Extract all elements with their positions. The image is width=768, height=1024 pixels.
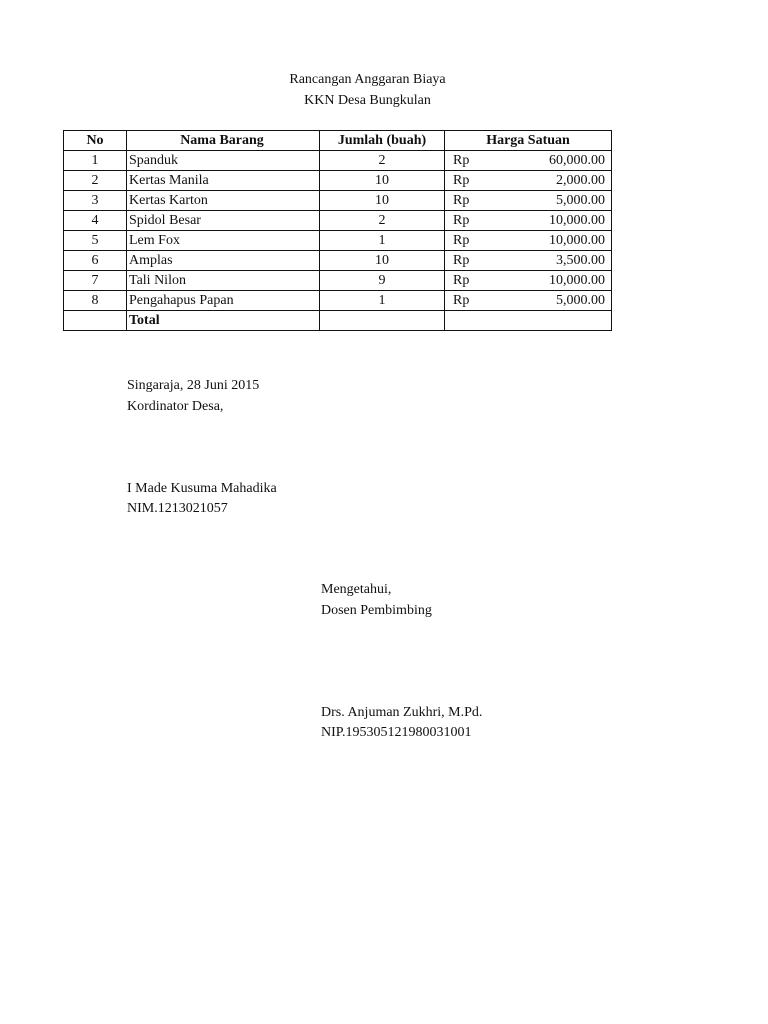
row-qty: 10 <box>320 251 445 271</box>
row-price: 5,000.00 <box>556 193 605 208</box>
row-currency: Rp <box>453 153 470 168</box>
row-price: 10,000.00 <box>549 213 605 228</box>
table-row <box>64 211 612 231</box>
row-no: 3 <box>64 191 127 211</box>
row-price-cell <box>445 171 612 191</box>
row-price-cell <box>445 271 612 291</box>
row-price-cell <box>445 151 612 171</box>
signature-right-ack: Mengetahui, <box>321 582 392 597</box>
header-no: No <box>64 131 127 151</box>
table-header-row <box>64 131 612 151</box>
row-name: Kertas Manila <box>127 171 320 191</box>
table-row <box>64 191 612 211</box>
signature-left-role: Kordinator Desa, <box>127 399 224 414</box>
row-price-cell <box>445 231 612 251</box>
header-qty: Jumlah (buah) <box>320 131 445 151</box>
signature-right-name: Drs. Anjuman Zukhri, M.Pd. <box>321 705 483 720</box>
table-row <box>64 271 612 291</box>
row-name: Amplas <box>127 251 320 271</box>
document-subtitle: KKN Desa Bungkulan <box>304 93 431 108</box>
row-no: 2 <box>64 171 127 191</box>
row-qty: 2 <box>320 151 445 171</box>
total-no-cell <box>64 311 127 331</box>
row-price: 60,000.00 <box>549 153 605 168</box>
table-row <box>64 251 612 271</box>
row-name: Lem Fox <box>127 231 320 251</box>
row-price-cell <box>445 191 612 211</box>
row-no: 8 <box>64 291 127 311</box>
header-price: Harga Satuan <box>445 131 612 151</box>
row-price: 3,500.00 <box>556 253 605 268</box>
header-name: Nama Barang <box>127 131 320 151</box>
budget-table <box>63 130 612 331</box>
row-name: Kertas Karton <box>127 191 320 211</box>
row-qty: 10 <box>320 171 445 191</box>
row-no: 1 <box>64 151 127 171</box>
row-currency: Rp <box>453 233 470 248</box>
row-currency: Rp <box>453 273 470 288</box>
row-currency: Rp <box>453 173 470 188</box>
row-price: 10,000.00 <box>549 273 605 288</box>
table-row <box>64 231 612 251</box>
row-qty: 1 <box>320 291 445 311</box>
row-name: Spanduk <box>127 151 320 171</box>
row-price-cell <box>445 251 612 271</box>
row-name: Spidol Besar <box>127 211 320 231</box>
signature-place-date: Singaraja, 28 Juni 2015 <box>127 378 260 393</box>
total-price-cell <box>445 311 612 331</box>
table-row <box>64 171 612 191</box>
row-price-cell <box>445 291 612 311</box>
row-currency: Rp <box>453 293 470 308</box>
table-total-row <box>64 311 612 331</box>
row-no: 6 <box>64 251 127 271</box>
row-currency: Rp <box>453 193 470 208</box>
signature-right-id: NIP.195305121980031001 <box>321 725 472 740</box>
row-no: 5 <box>64 231 127 251</box>
signature-right-role: Dosen Pembimbing <box>321 603 432 618</box>
row-qty: 9 <box>320 271 445 291</box>
total-label: Total <box>127 311 320 331</box>
signature-left-id: NIM.1213021057 <box>127 501 228 516</box>
row-qty: 10 <box>320 191 445 211</box>
row-qty: 2 <box>320 211 445 231</box>
row-no: 7 <box>64 271 127 291</box>
table-row <box>64 291 612 311</box>
signature-left-name: I Made Kusuma Mahadika <box>127 481 277 496</box>
row-no: 4 <box>64 211 127 231</box>
row-price: 5,000.00 <box>556 293 605 308</box>
table-row <box>64 151 612 171</box>
total-qty-cell <box>320 311 445 331</box>
row-price: 2,000.00 <box>556 173 605 188</box>
row-name: Pengahapus Papan <box>127 291 320 311</box>
row-currency: Rp <box>453 253 470 268</box>
row-qty: 1 <box>320 231 445 251</box>
row-currency: Rp <box>453 213 470 228</box>
row-price-cell <box>445 211 612 231</box>
row-name: Tali Nilon <box>127 271 320 291</box>
row-price: 10,000.00 <box>549 233 605 248</box>
document-title: Rancangan Anggaran Biaya <box>289 72 446 87</box>
